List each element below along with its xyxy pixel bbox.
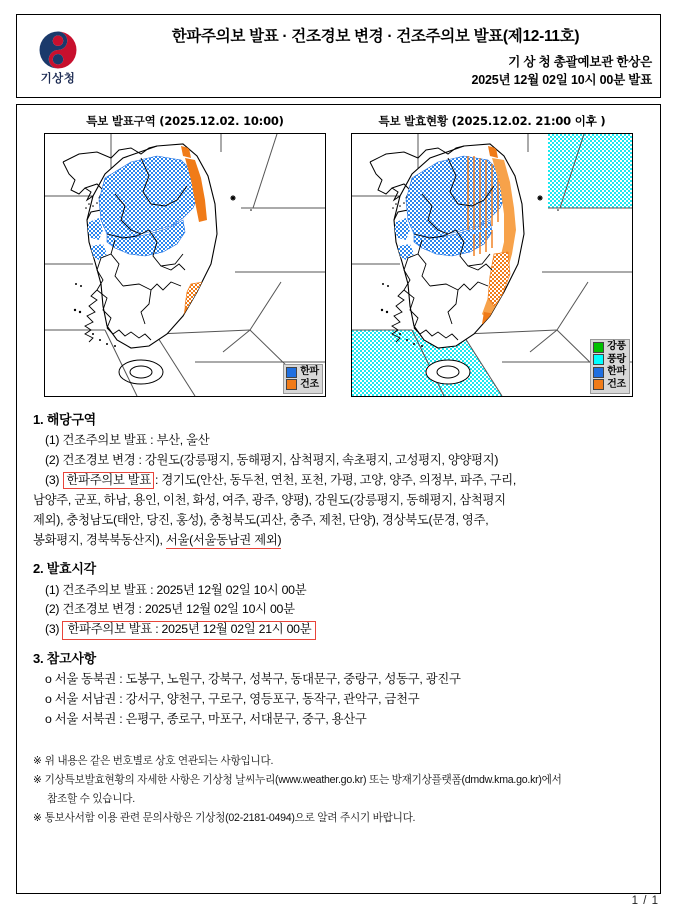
section-1-item-3: [33, 471, 644, 491]
map-section: [27, 113, 650, 397]
section-3-item-2: o 서울 서남권 : 강서구, 양천구, 구로구, 영등포구, 동작구, 관악구, 금천구: [45, 692, 420, 707]
section-2-item-1: (1) 건조주의보 발표 : 2025년 12월 02일 10시 00분: [45, 582, 307, 597]
item-3-prefix: (3): [45, 472, 63, 487]
map-caption-left: 특보 발표구역 (2025.12.02. 10:00): [86, 114, 284, 128]
page-number: 1 / 1: [631, 895, 659, 907]
taegeuk-logo-icon: [36, 28, 80, 72]
legend-label-geonjo: 건조: [607, 378, 626, 390]
legend-swatch-geonjo: [286, 379, 297, 390]
footnote-1-text: 위 내용은 같은 번호별로 상호 연관되는 사항입니다.: [44, 755, 274, 768]
issuer-name: 기 상 청 총괄예보관 한상은: [508, 55, 652, 69]
document-body: [16, 104, 661, 894]
legend-row: [593, 366, 626, 379]
footnote-2-cont: 참조할 수 있습니다.: [47, 792, 135, 805]
section-1-title: 1. 해당구역: [33, 412, 96, 427]
section-1-item-1: (1) 건조주의보 발표 : 부산, 울산: [45, 433, 210, 448]
legend-label-hanpa: 한파: [300, 366, 319, 377]
legend-swatch-pungrang: [593, 354, 604, 365]
legend-row: [593, 341, 626, 354]
section-1-item-2: (2) 건조경보 변경 : 강원도(강릉평지, 동해평지, 삼척평지, 속초평지, 고성평지, 양양평지): [45, 452, 499, 467]
map-legend-right: [590, 339, 630, 394]
map-panel-active-status: [342, 113, 642, 397]
section-1-item-3-line2: 남양주, 군포, 하남, 용인, 이천, 화성, 여주, 광주, 양평), 강원도(강릉평지, 동해평지, 삼척평지: [33, 492, 506, 507]
legend-row: [286, 379, 319, 392]
legend-swatch-hanpa: [286, 367, 297, 378]
advisory-text-content: [27, 397, 650, 730]
issue-datetime: 2025년 12월 02일 10시 00분 발표: [471, 73, 652, 88]
legend-row: [286, 366, 319, 379]
asterisk-mark: ※: [33, 811, 42, 824]
map-legend-left: [283, 364, 323, 394]
asterisk-mark: ※: [33, 773, 42, 786]
issuer-block: [471, 53, 652, 89]
document-header: [16, 14, 661, 98]
footnotes: [27, 730, 650, 827]
map-right: [351, 133, 633, 397]
highlight-box-hanpa-effective-time: 한파주의보 발표 : 2025년 12월 02일 21시 00분: [62, 621, 316, 640]
document-title: 한파주의보 발표 · 건조경보 변경 · 건조주의보 발표(제12-11호): [171, 28, 580, 45]
legend-label-gangpung: 강풍: [607, 341, 626, 352]
legend-swatch-gangpung: [593, 342, 604, 353]
footnote-2-text: 기상특보발효현황의 자세한 사항은 기상청 날씨누리(www.weather.go.kr) 또는 방재기상플랫폼(dmdw.kma.go.kr)에서: [44, 773, 562, 786]
legend-swatch-geonjo: [593, 379, 604, 390]
section-2-item-2: (2) 건조경보 변경 : 2025년 12월 02일 10시 00분: [45, 602, 295, 617]
kma-logo: [17, 15, 99, 97]
map-left: [44, 133, 326, 397]
legend-row: [593, 354, 626, 367]
korea-map-issued-svg: [45, 134, 325, 396]
footnote-3-text: 통보사서함 이용 관련 문의사항은 기상청(02-2181-0494)으로 알려 주시기 바랍니다.: [44, 811, 416, 824]
item-3-rest: : 경기도(안산, 동두천, 연천, 포천, 가평, 고양, 양주, 의정부, 파주, 구리,: [155, 472, 517, 487]
highlight-underline-seoul: 서울(서울동남권 제외): [165, 532, 282, 547]
section-3-item-3: o 서울 서북권 : 은평구, 종로구, 마포구, 서대문구, 중구, 용산구: [45, 712, 367, 727]
legend-label-pungrang: 풍랑: [607, 353, 626, 365]
map-caption-right: 특보 발효현황 (2025.12.02. 21:00 이후 ): [378, 114, 606, 128]
section-1-item-3-line4: [33, 531, 644, 551]
footnote-1: [33, 752, 644, 771]
highlight-box-hanpa-issue: 한파주의보 발표: [63, 472, 154, 489]
section-2-title: 2. 발효시각: [33, 561, 96, 577]
legend-row: [593, 379, 626, 392]
kma-logo-text: 기상청: [40, 73, 76, 86]
legend-label-geonjo: 건조: [300, 378, 319, 390]
asterisk-mark: ※: [33, 755, 42, 768]
line4-prefix: 봉화평지, 경북북동산지),: [33, 532, 166, 547]
section-1-item-3-line3: 제외), 충청남도(태안, 당진, 홍성), 충청북도(괴산, 충주, 제천, 단양), 경상북도(문경, 영주,: [33, 512, 489, 527]
section-3-title: 3. 참고사항: [33, 651, 96, 667]
item-3-prefix: (3): [45, 622, 63, 637]
footnote-3: [33, 809, 644, 828]
legend-swatch-hanpa: [593, 367, 604, 378]
section-2-item-3: [33, 620, 644, 640]
section-3-item-1: o 서울 동북권 : 도봉구, 노원구, 강북구, 성북구, 동대문구, 중랑구, 성동구, 광진구: [45, 672, 461, 687]
legend-label-hanpa: 한파: [607, 366, 626, 377]
footnote-2: [33, 771, 644, 790]
map-panel-issued-area: [35, 113, 335, 397]
